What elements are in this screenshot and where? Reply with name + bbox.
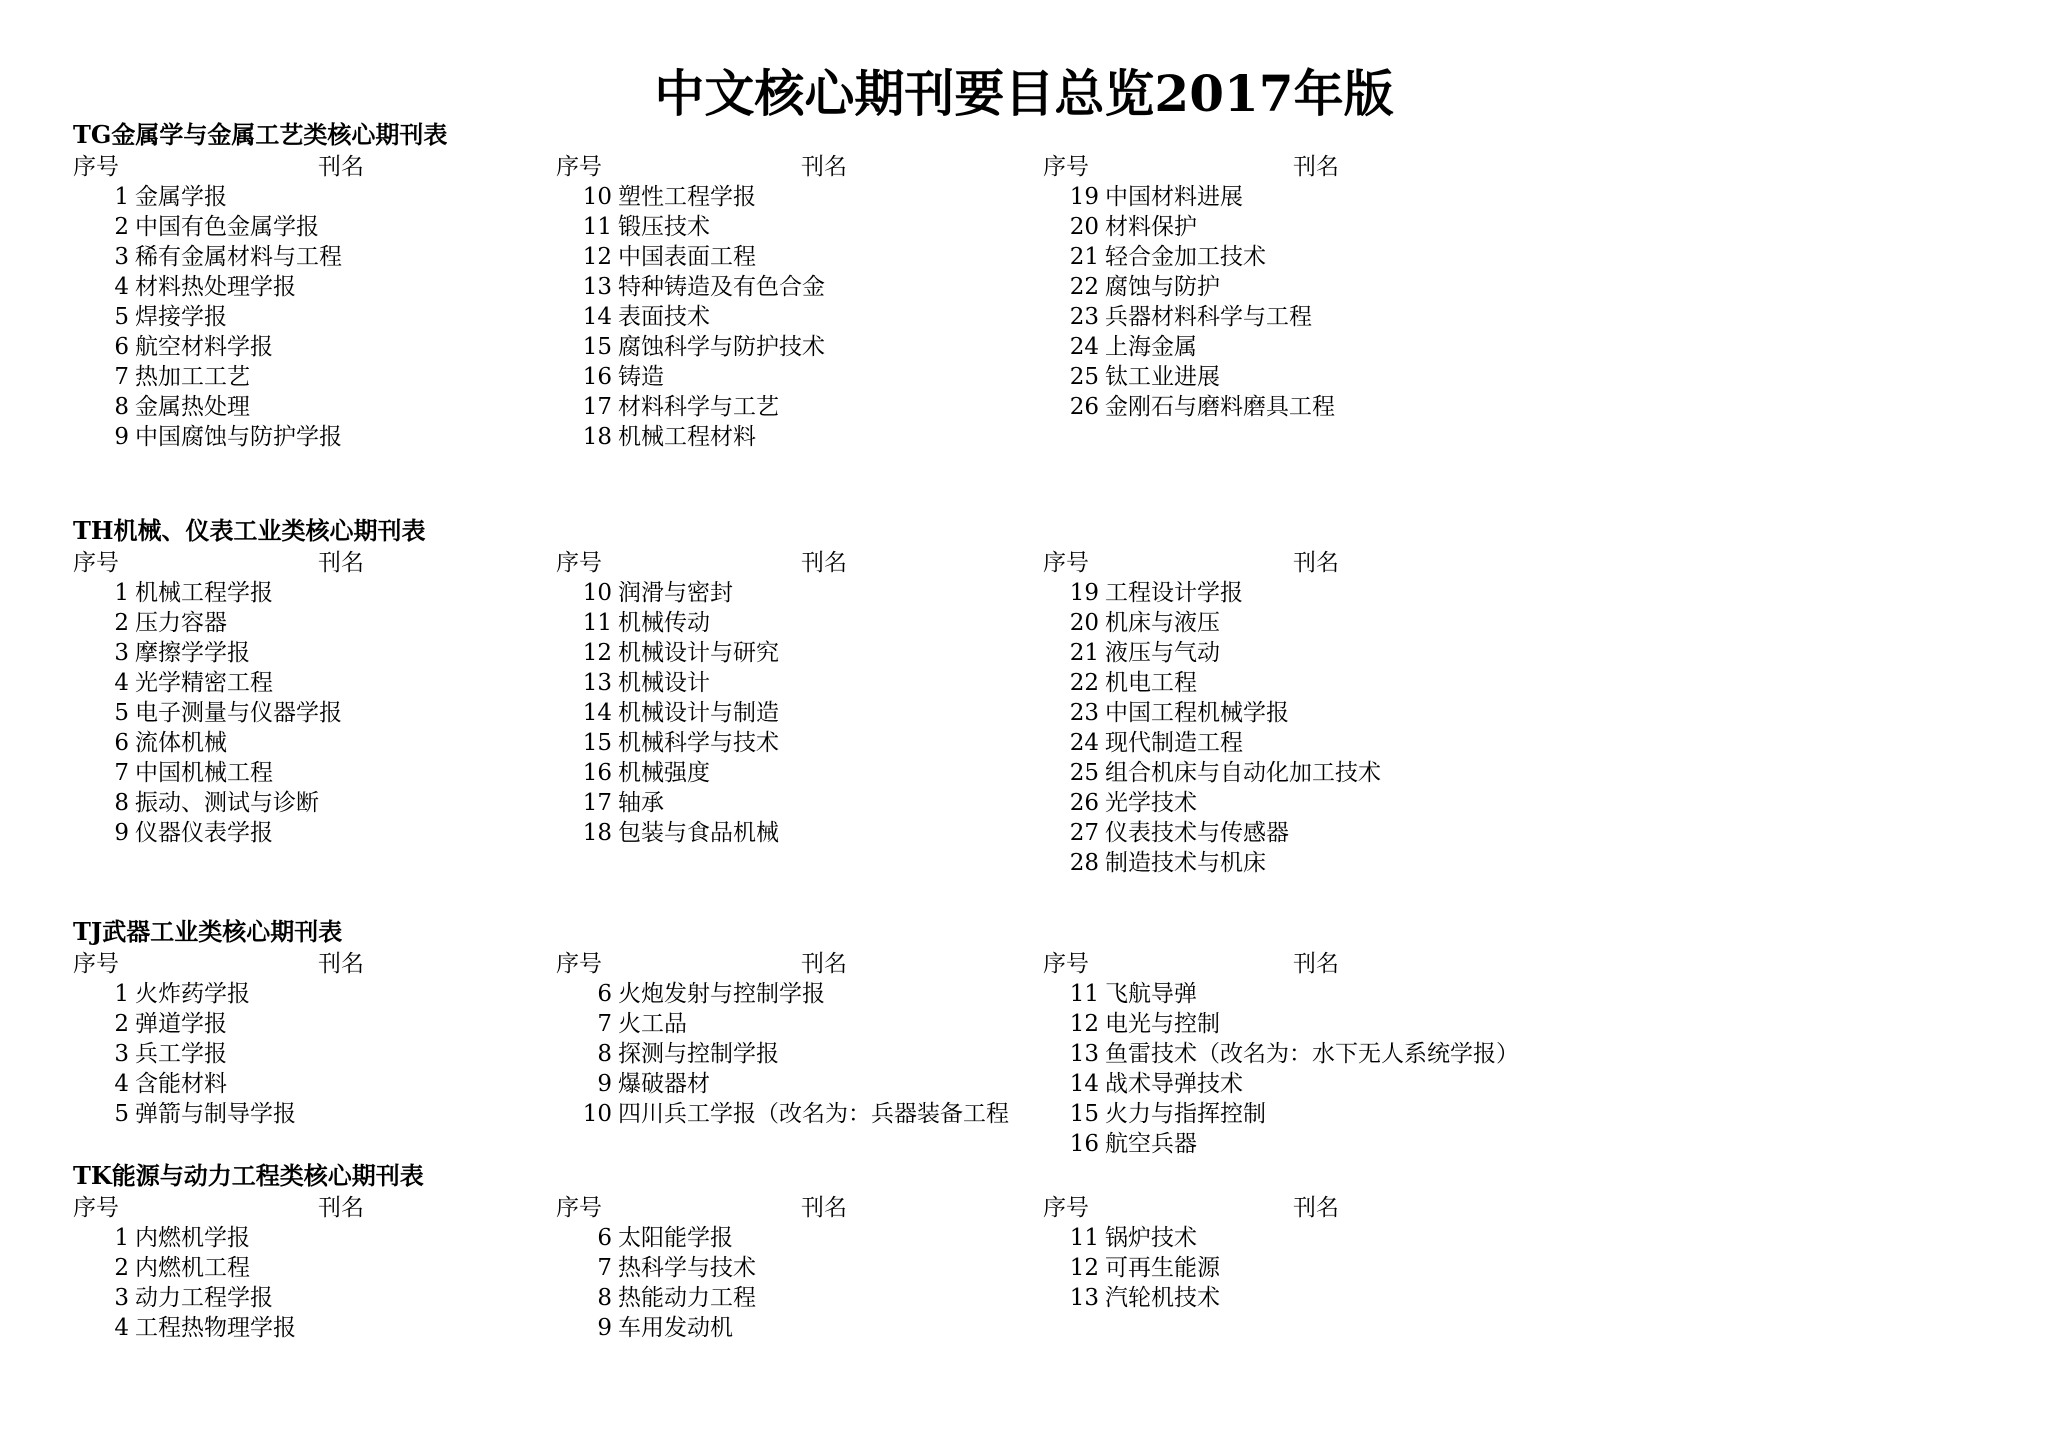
journal-number: 23 bbox=[1069, 304, 1099, 330]
header-number-label: 序号 bbox=[1043, 951, 1089, 977]
journal-name: 机械工程学报 bbox=[135, 580, 273, 606]
journal-number: 8 bbox=[114, 790, 129, 816]
journal-name: 表面技术 bbox=[618, 304, 710, 330]
journal-name: 机械工程材料 bbox=[618, 424, 756, 450]
journal-name: 爆破器材 bbox=[618, 1071, 710, 1097]
journal-number: 2 bbox=[114, 610, 129, 636]
journal-number: 1 bbox=[114, 580, 129, 606]
journal-name: 工程设计学报 bbox=[1105, 580, 1243, 606]
journal-name: 机床与液压 bbox=[1105, 610, 1220, 636]
journal-number: 16 bbox=[1069, 1131, 1099, 1157]
journal-name: 热能动力工程 bbox=[618, 1285, 756, 1311]
journal-name: 中国材料进展 bbox=[1105, 184, 1243, 210]
journal-name: 中国腐蚀与防护学报 bbox=[135, 424, 342, 450]
journal-number: 22 bbox=[1069, 274, 1099, 300]
journal-number: 24 bbox=[1069, 730, 1099, 756]
journal-number: 2 bbox=[114, 1011, 129, 1037]
journal-number: 14 bbox=[582, 304, 612, 330]
section-title: TH机械、仪表工业类核心期刊表 bbox=[73, 516, 426, 545]
header-name-label: 刊名 bbox=[801, 951, 847, 977]
header-name-label: 刊名 bbox=[318, 550, 364, 576]
journal-name: 探测与控制学报 bbox=[618, 1041, 779, 1067]
journal-number: 14 bbox=[582, 700, 612, 726]
journal-number: 26 bbox=[1069, 394, 1099, 420]
journal-number: 5 bbox=[114, 700, 129, 726]
journal-number: 1 bbox=[114, 184, 129, 210]
journal-number: 11 bbox=[1069, 1225, 1099, 1251]
journal-number: 3 bbox=[114, 640, 129, 666]
journal-number: 7 bbox=[597, 1255, 612, 1281]
journal-name: 润滑与密封 bbox=[618, 580, 733, 606]
journal-number: 12 bbox=[1069, 1011, 1099, 1037]
journal-name: 火工品 bbox=[618, 1011, 687, 1037]
journal-name: 金属热处理 bbox=[135, 394, 250, 420]
journal-name: 包装与食品机械 bbox=[618, 820, 779, 846]
journal-number: 15 bbox=[582, 334, 612, 360]
journal-number: 17 bbox=[582, 394, 612, 420]
journal-name: 机械设计 bbox=[618, 670, 710, 696]
journal-name: 金属学报 bbox=[135, 184, 227, 210]
journal-name: 材料热处理学报 bbox=[135, 274, 296, 300]
journal-number: 6 bbox=[597, 1225, 612, 1251]
journal-number: 6 bbox=[114, 730, 129, 756]
journal-name: 机械设计与制造 bbox=[618, 700, 779, 726]
journal-number: 1 bbox=[114, 1225, 129, 1251]
header-number-label: 序号 bbox=[73, 1195, 119, 1221]
journal-number: 16 bbox=[582, 364, 612, 390]
journal-name: 机械强度 bbox=[618, 760, 710, 786]
journal-name: 机械传动 bbox=[618, 610, 710, 636]
journal-name: 内燃机工程 bbox=[135, 1255, 250, 1281]
header-number-label: 序号 bbox=[556, 550, 602, 576]
journal-number: 5 bbox=[114, 304, 129, 330]
journal-number: 10 bbox=[582, 580, 612, 606]
journal-number: 12 bbox=[1069, 1255, 1099, 1281]
header-number-label: 序号 bbox=[556, 951, 602, 977]
journal-name: 航空兵器 bbox=[1105, 1131, 1197, 1157]
journal-name: 弹箭与制导学报 bbox=[135, 1101, 296, 1127]
journal-number: 28 bbox=[1069, 850, 1099, 876]
journal-name: 金刚石与磨料磨具工程 bbox=[1105, 394, 1335, 420]
journal-number: 12 bbox=[582, 244, 612, 270]
journal-number: 4 bbox=[114, 1071, 129, 1097]
journal-name: 热加工工艺 bbox=[135, 364, 250, 390]
header-number-label: 序号 bbox=[1043, 1195, 1089, 1221]
journal-name: 仪器仪表学报 bbox=[135, 820, 273, 846]
journal-name: 火炮发射与控制学报 bbox=[618, 981, 825, 1007]
section-title: TG金属学与金属工艺类核心期刊表 bbox=[73, 120, 448, 149]
journal-name: 振动、测试与诊断 bbox=[135, 790, 319, 816]
header-name-label: 刊名 bbox=[1293, 951, 1339, 977]
journal-number: 2 bbox=[114, 1255, 129, 1281]
journal-name: 特种铸造及有色合金 bbox=[618, 274, 825, 300]
journal-name: 摩擦学学报 bbox=[135, 640, 250, 666]
journal-name: 可再生能源 bbox=[1105, 1255, 1220, 1281]
journal-name: 材料科学与工艺 bbox=[618, 394, 779, 420]
journal-name: 焊接学报 bbox=[135, 304, 227, 330]
header-name-label: 刊名 bbox=[801, 550, 847, 576]
journal-name: 光学技术 bbox=[1105, 790, 1197, 816]
journal-number: 18 bbox=[582, 424, 612, 450]
journal-name: 压力容器 bbox=[135, 610, 227, 636]
journal-number: 13 bbox=[1069, 1041, 1099, 1067]
journal-number: 13 bbox=[582, 670, 612, 696]
journal-number: 4 bbox=[114, 670, 129, 696]
journal-name: 中国机械工程 bbox=[135, 760, 273, 786]
journal-name: 光学精密工程 bbox=[135, 670, 273, 696]
header-name-label: 刊名 bbox=[801, 1195, 847, 1221]
journal-number: 5 bbox=[114, 1101, 129, 1127]
journal-name: 材料保护 bbox=[1105, 214, 1197, 240]
journal-number: 13 bbox=[582, 274, 612, 300]
journal-name: 汽轮机技术 bbox=[1105, 1285, 1220, 1311]
page-title: 中文核心期刊要目总览2017年版 bbox=[654, 64, 1394, 123]
journal-number: 9 bbox=[114, 820, 129, 846]
journal-number: 23 bbox=[1069, 700, 1099, 726]
journal-number: 7 bbox=[114, 760, 129, 786]
journal-name: 机械科学与技术 bbox=[618, 730, 779, 756]
journal-number: 19 bbox=[1069, 184, 1099, 210]
journal-number: 4 bbox=[114, 274, 129, 300]
journal-number: 10 bbox=[582, 1101, 612, 1127]
journal-name: 战术导弹技术 bbox=[1105, 1071, 1243, 1097]
journal-name: 鱼雷技术（改名为：水下无人系统学报） bbox=[1105, 1041, 1519, 1067]
header-name-label: 刊名 bbox=[318, 1195, 364, 1221]
journal-number: 9 bbox=[114, 424, 129, 450]
journal-name: 锻压技术 bbox=[618, 214, 710, 240]
journal-number: 20 bbox=[1069, 610, 1099, 636]
header-number-label: 序号 bbox=[556, 154, 602, 180]
journal-name: 腐蚀科学与防护技术 bbox=[618, 334, 825, 360]
journal-name: 火力与指挥控制 bbox=[1105, 1101, 1266, 1127]
journal-name: 电子测量与仪器学报 bbox=[135, 700, 342, 726]
header-name-label: 刊名 bbox=[1293, 1195, 1339, 1221]
journal-name: 中国工程机械学报 bbox=[1105, 700, 1289, 726]
journal-number: 18 bbox=[582, 820, 612, 846]
journal-number: 22 bbox=[1069, 670, 1099, 696]
journal-name: 轴承 bbox=[618, 790, 664, 816]
section-title: TK能源与动力工程类核心期刊表 bbox=[73, 1161, 424, 1190]
header-name-label: 刊名 bbox=[1293, 550, 1339, 576]
journal-name: 锅炉技术 bbox=[1105, 1225, 1197, 1251]
journal-name: 组合机床与自动化加工技术 bbox=[1105, 760, 1381, 786]
journal-number: 25 bbox=[1069, 364, 1099, 390]
journal-name: 兵器材料科学与工程 bbox=[1105, 304, 1312, 330]
journal-number: 12 bbox=[582, 640, 612, 666]
journal-name: 轻合金加工技术 bbox=[1105, 244, 1266, 270]
journal-number: 4 bbox=[114, 1315, 129, 1341]
journal-number: 2 bbox=[114, 214, 129, 240]
journal-number: 1 bbox=[114, 981, 129, 1007]
journal-name: 机械设计与研究 bbox=[618, 640, 779, 666]
header-name-label: 刊名 bbox=[318, 154, 364, 180]
journal-number: 13 bbox=[1069, 1285, 1099, 1311]
header-name-label: 刊名 bbox=[318, 951, 364, 977]
journal-number: 9 bbox=[597, 1071, 612, 1097]
journal-name: 仪表技术与传感器 bbox=[1105, 820, 1289, 846]
journal-name: 上海金属 bbox=[1105, 334, 1197, 360]
header-name-label: 刊名 bbox=[801, 154, 847, 180]
journal-number: 10 bbox=[582, 184, 612, 210]
journal-name: 弹道学报 bbox=[135, 1011, 227, 1037]
journal-number: 6 bbox=[597, 981, 612, 1007]
header-number-label: 序号 bbox=[73, 951, 119, 977]
journal-name: 稀有金属材料与工程 bbox=[135, 244, 342, 270]
journal-number: 15 bbox=[582, 730, 612, 756]
section-title: TJ武器工业类核心期刊表 bbox=[73, 917, 343, 946]
header-number-label: 序号 bbox=[556, 1195, 602, 1221]
journal-number: 26 bbox=[1069, 790, 1099, 816]
journal-number: 21 bbox=[1069, 640, 1099, 666]
journal-name: 含能材料 bbox=[135, 1071, 227, 1097]
journal-name: 机电工程 bbox=[1105, 670, 1197, 696]
journal-number: 9 bbox=[597, 1315, 612, 1341]
journal-name: 流体机械 bbox=[135, 730, 227, 756]
journal-name: 太阳能学报 bbox=[618, 1225, 733, 1251]
header-number-label: 序号 bbox=[73, 550, 119, 576]
journal-name: 制造技术与机床 bbox=[1105, 850, 1266, 876]
journal-name: 内燃机学报 bbox=[135, 1225, 250, 1251]
journal-name: 热科学与技术 bbox=[618, 1255, 756, 1281]
journal-name: 四川兵工学报（改名为：兵器装备工程 bbox=[618, 1101, 1009, 1127]
journal-name: 工程热物理学报 bbox=[135, 1315, 296, 1341]
journal-name: 钛工业进展 bbox=[1105, 364, 1220, 390]
journal-name: 车用发动机 bbox=[618, 1315, 733, 1341]
journal-number: 3 bbox=[114, 244, 129, 270]
journal-number: 24 bbox=[1069, 334, 1099, 360]
journal-name: 火炸药学报 bbox=[135, 981, 250, 1007]
journal-name: 航空材料学报 bbox=[135, 334, 273, 360]
journal-name: 腐蚀与防护 bbox=[1105, 274, 1220, 300]
header-number-label: 序号 bbox=[73, 154, 119, 180]
journal-name: 电光与控制 bbox=[1105, 1011, 1220, 1037]
header-number-label: 序号 bbox=[1043, 154, 1089, 180]
journal-number: 27 bbox=[1069, 820, 1099, 846]
journal-number: 8 bbox=[597, 1285, 612, 1311]
journal-number: 8 bbox=[114, 394, 129, 420]
journal-name: 塑性工程学报 bbox=[618, 184, 756, 210]
journal-name: 飞航导弹 bbox=[1105, 981, 1197, 1007]
journal-number: 8 bbox=[597, 1041, 612, 1067]
journal-name: 兵工学报 bbox=[135, 1041, 227, 1067]
journal-name: 中国表面工程 bbox=[618, 244, 756, 270]
journal-number: 17 bbox=[582, 790, 612, 816]
journal-name: 现代制造工程 bbox=[1105, 730, 1243, 756]
journal-number: 25 bbox=[1069, 760, 1099, 786]
journal-number: 7 bbox=[114, 364, 129, 390]
journal-name: 动力工程学报 bbox=[135, 1285, 273, 1311]
journal-number: 6 bbox=[114, 334, 129, 360]
journal-number: 14 bbox=[1069, 1071, 1099, 1097]
journal-number: 19 bbox=[1069, 580, 1099, 606]
journal-name: 中国有色金属学报 bbox=[135, 214, 319, 240]
journal-number: 7 bbox=[597, 1011, 612, 1037]
header-number-label: 序号 bbox=[1043, 550, 1089, 576]
journal-number: 11 bbox=[1069, 981, 1099, 1007]
journal-number: 15 bbox=[1069, 1101, 1099, 1127]
header-name-label: 刊名 bbox=[1293, 154, 1339, 180]
journal-name: 液压与气动 bbox=[1105, 640, 1220, 666]
journal-number: 3 bbox=[114, 1041, 129, 1067]
journal-number: 11 bbox=[582, 610, 612, 636]
journal-number: 3 bbox=[114, 1285, 129, 1311]
journal-number: 11 bbox=[582, 214, 612, 240]
journal-number: 21 bbox=[1069, 244, 1099, 270]
journal-number: 16 bbox=[582, 760, 612, 786]
journal-number: 20 bbox=[1069, 214, 1099, 240]
journal-name: 铸造 bbox=[618, 364, 664, 390]
